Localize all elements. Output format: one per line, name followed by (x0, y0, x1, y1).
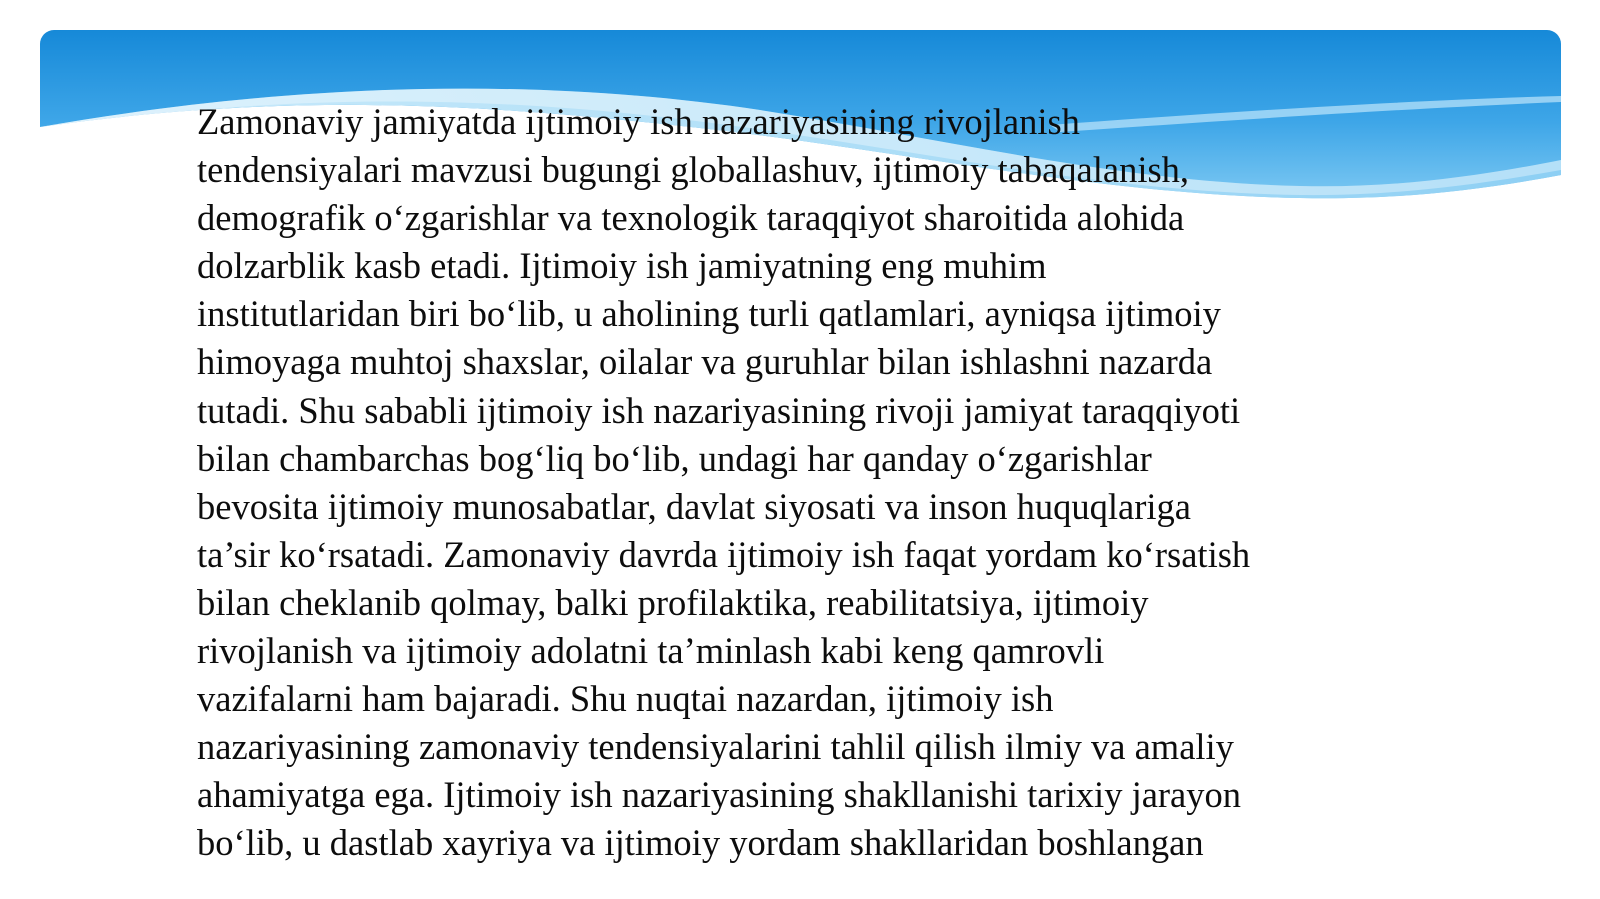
body-line: ahamiyatga ega. Ijtimoiy ish nazariyasining shakllanishi tarixiy jarayon (197, 774, 1242, 816)
body-line: bo‘lib, u dastlab xayriya va ijtimoiy yordam shakllaridan boshlangan (197, 822, 1204, 864)
body-line: tutadi. Shu sababli ijtimoiy ish nazariyasining rivoji jamiyat taraqqiyoti (197, 389, 1241, 431)
body-line: tendensiyalari mavzusi bugungi globallashuv, ijtimoiy tabaqalanish, (197, 149, 1190, 191)
body-line: Zamonaviy jamiyatda ijtimoiy ish nazariyasining rivojlanish (197, 101, 1080, 142)
body-line: himoyaga muhtoj shaxslar, oilalar va guruhlar bilan ishlashni nazarda (197, 341, 1213, 383)
body-line: ta’sir ko‘rsatadi. Zamonaviy davrda ijtimoiy ish faqat yordam ko‘rsatish (197, 533, 1251, 575)
body-line: dolzarblik kasb etadi. Ijtimoiy ish jamiyatning eng muhim (197, 245, 1047, 287)
body-line: nazariyasining zamonaviy tendensiyalarini tahlil qilish ilmiy va amaliy (197, 726, 1234, 768)
body-line: rivojlanish va ijtimoiy adolatni ta’minlash kabi keng qamrovli (197, 630, 1105, 672)
body-line: vazifalarni ham bajaradi. Shu nuqtai nazardan, ijtimoiy ish (197, 678, 1054, 720)
body-line: bevosita ijtimoiy munosabatlar, davlat siyosati va inson huquqlariga (197, 485, 1192, 527)
body-line: demografik o‘zgarishlar va texnologik taraqqiyot sharoitida alohida (197, 197, 1185, 239)
body-line: bilan chambarchas bog‘liq bo‘lib, undagi har qanday o‘zgarishlar (197, 437, 1152, 479)
body-line: bilan cheklanib qolmay, balki profilaktika, reabilitatsiya, ijtimoiy (197, 581, 1149, 623)
body-line: institutlaridan biri bo‘lib, u aholining turli qatlamlari, ayniqsa ijtimoiy (197, 293, 1221, 335)
body-paragraph (197, 98, 1397, 868)
